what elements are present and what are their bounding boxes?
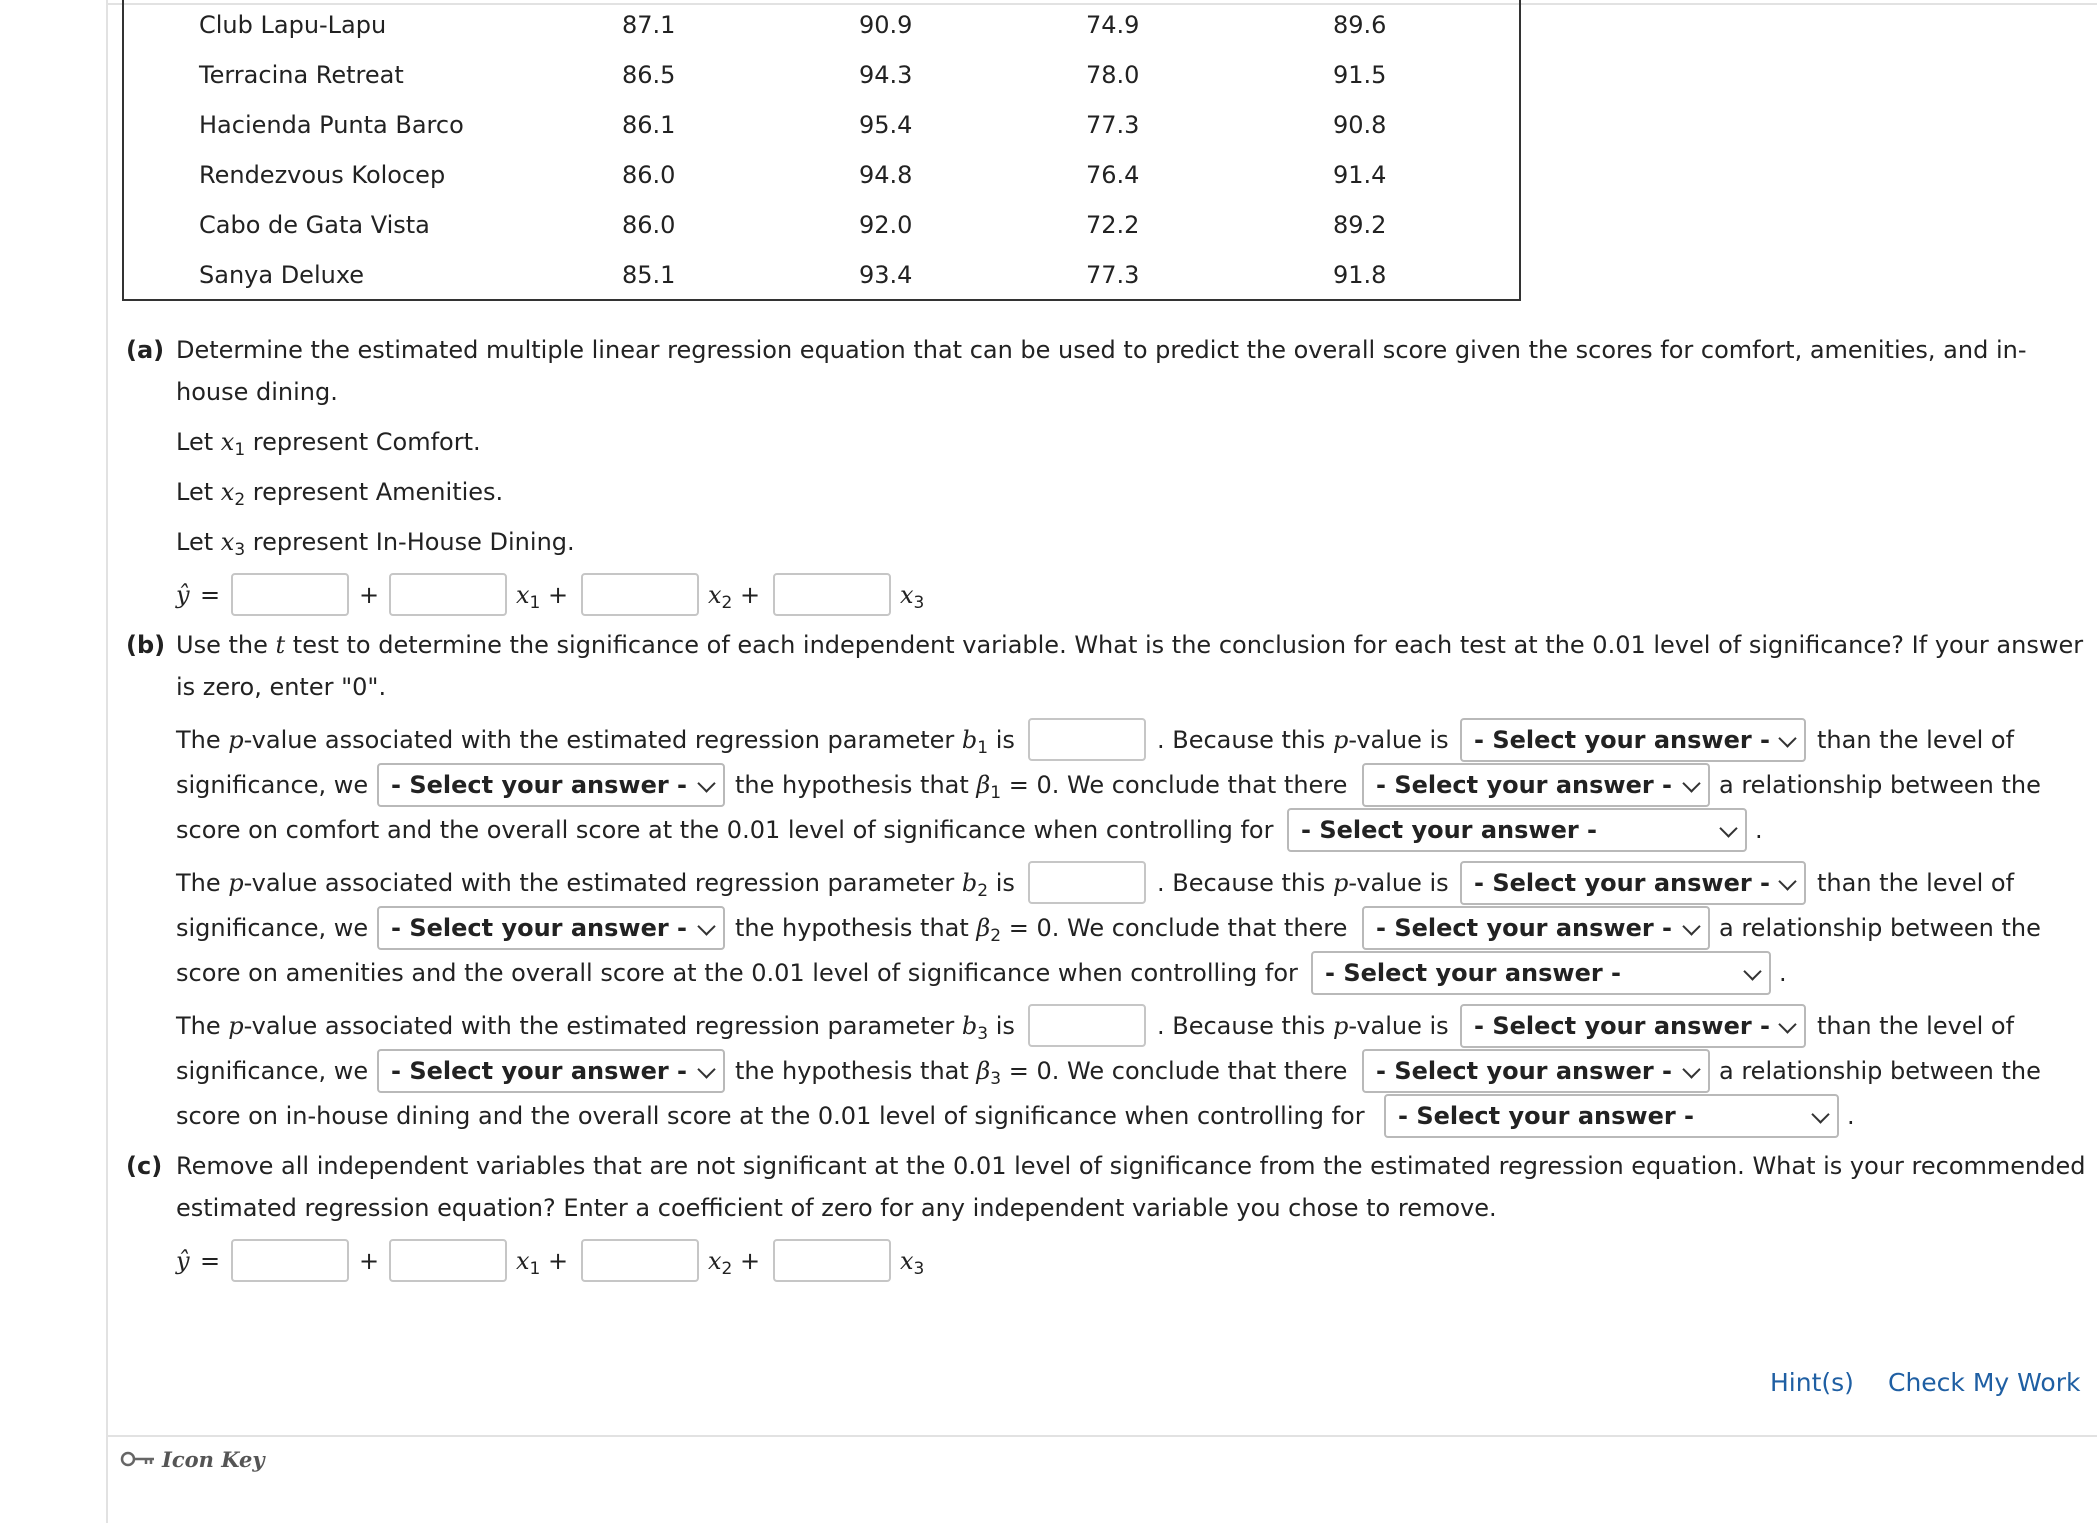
comfort-value: 86.5 [622, 61, 676, 89]
overall-value: 91.8 [1333, 261, 1387, 289]
chevron-down-icon [697, 774, 715, 792]
table-row [124, 150, 1519, 200]
beta-symbol: β [976, 771, 991, 799]
part-a-text-line2: house dining. [176, 378, 338, 406]
chevron-down-icon [1682, 774, 1700, 792]
dining-value: 77.3 [1086, 261, 1140, 289]
hotel-name: Sanya Deluxe [199, 261, 365, 289]
p-letter: p [1332, 869, 1349, 897]
score-dining-text: score on in-house dining and the overall score at the 0.01 level of significance when controlling for [176, 1102, 1365, 1130]
p-letter: p [1332, 726, 1349, 754]
recommended-b2-input[interactable] [581, 1239, 699, 1282]
than-text: than the level of [1817, 869, 2015, 897]
table-row [124, 0, 1519, 50]
intercept-input[interactable] [231, 573, 349, 616]
beta-symbol: β [976, 914, 991, 942]
overall-value: 91.5 [1333, 61, 1387, 89]
x2-definition-text: represent Amenities. [252, 478, 504, 506]
b1-controlling-select[interactable] [1287, 808, 1747, 852]
b2-coefficient-input[interactable] [581, 573, 699, 616]
b1-because-text [1157, 718, 1449, 762]
x2-term [708, 1237, 760, 1288]
chevron-down-icon [1743, 962, 1761, 980]
b2-comparison-select[interactable] [1460, 861, 1806, 905]
subscript: 1 [529, 1259, 541, 1279]
table-row [124, 100, 1519, 150]
text: . Because this [1157, 726, 1326, 754]
b3-coefficient-input[interactable] [773, 573, 891, 616]
b1-conclusion-select[interactable] [1362, 763, 1710, 807]
select-value: - Select your answer - [1376, 771, 1673, 799]
part-a-label: (a) [126, 336, 165, 364]
b1-comparison-select[interactable] [1460, 718, 1806, 762]
comfort-value: 86.0 [622, 211, 676, 239]
b-letter: b [961, 1012, 978, 1040]
amenities-value: 94.3 [859, 61, 913, 89]
text: = 0. We conclude that there [1008, 914, 1348, 942]
p-letter: p [1332, 1012, 1349, 1040]
equals-sign: = [200, 1247, 221, 1275]
p-letter: p [228, 1012, 244, 1040]
dining-value: 74.9 [1086, 11, 1140, 39]
recommended-b1-input[interactable] [389, 1239, 507, 1282]
overall-value: 89.6 [1333, 11, 1387, 39]
subscript: 1 [529, 593, 541, 613]
x3-definition-text: represent In-House Dining. [252, 528, 575, 556]
data-table [122, 0, 1521, 301]
amenities-value: 93.4 [859, 261, 913, 289]
chevron-down-icon [697, 1060, 715, 1078]
x3-term [900, 571, 924, 622]
subscript: 2 [990, 926, 1002, 946]
x-symbol: x [900, 581, 914, 609]
text: -value associated with the estimated regression parameter [243, 869, 955, 897]
b2-conclusion-select[interactable] [1362, 906, 1710, 950]
chevron-down-icon [1811, 1105, 1829, 1123]
hotel-name: Rendezvous Kolocep [199, 161, 446, 189]
amenities-value: 92.0 [859, 211, 913, 239]
part-b-text-post: test to determine the significance of each independent variable. What is the conclusion for each test at the 0.01 level of significance? If your answer [292, 631, 2084, 659]
text: is [995, 1012, 1015, 1040]
b1-hypothesis-text [735, 763, 1347, 810]
x-symbol: x [220, 478, 235, 506]
x-symbol: x [900, 1247, 914, 1275]
x1-definition [176, 426, 481, 461]
relationship-text: a relationship between the [1719, 771, 2041, 799]
yhat-symbol: ŷ [176, 1247, 190, 1275]
x-symbol: x [220, 428, 235, 456]
b3-hypothesis-text [735, 1049, 1347, 1096]
x2-term [708, 571, 760, 622]
part-c-text-line1: Remove all independent variables that are not significant at the 0.01 level of significance from the estimated regression equation. What is your recommended [176, 1152, 2086, 1180]
b2-pvalue-input[interactable] [1028, 861, 1146, 904]
text: -value is [1348, 869, 1449, 897]
select-value: - Select your answer - [1474, 1012, 1771, 1040]
chevron-down-icon [1719, 819, 1737, 837]
dining-value: 72.2 [1086, 211, 1140, 239]
part-c-text-line2: estimated regression equation? Enter a coefficient of zero for any independent variable you chose to remove. [176, 1194, 1497, 1222]
select-value: - Select your answer - [1474, 869, 1771, 897]
b3-because-text [1157, 1004, 1449, 1048]
period: . [1755, 816, 1763, 844]
subscript: 3 [234, 540, 246, 560]
x1-term [516, 571, 568, 622]
text: the hypothesis that [735, 771, 969, 799]
p-letter: p [228, 869, 244, 897]
amenities-value: 94.8 [859, 161, 913, 189]
subscript: 3 [990, 1069, 1002, 1089]
select-value: - Select your answer - [1376, 1057, 1673, 1085]
subscript: 2 [721, 593, 733, 613]
chevron-down-icon [1682, 1060, 1700, 1078]
part-a-text-line1: Determine the estimated multiple linear regression equation that can be used to predict the overall score given the scores for comfort, amenities, and in- [176, 336, 2027, 364]
text: The [176, 1012, 221, 1040]
subscript: 2 [721, 1259, 733, 1279]
chevron-down-icon [1682, 917, 1700, 935]
comfort-value: 85.1 [622, 261, 676, 289]
b2-hypothesis-select[interactable] [377, 906, 725, 950]
table-row [124, 50, 1519, 100]
than-text: than the level of [1817, 1012, 2015, 1040]
plus-sign: + [740, 1247, 761, 1275]
b2-hypothesis-text [735, 906, 1347, 953]
b1-pvalue-input[interactable] [1028, 718, 1146, 761]
chevron-down-icon [1778, 1015, 1796, 1033]
subscript: 3 [913, 1259, 925, 1279]
b3-pvalue-text [176, 1004, 1015, 1051]
x2-definition [176, 476, 503, 511]
x3-term [900, 1237, 924, 1288]
significance-we-text: significance, we [176, 1057, 369, 1085]
x-symbol: x [516, 1247, 530, 1275]
plus-sign: + [359, 581, 380, 609]
equals-sign: = [200, 581, 221, 609]
plus-sign: + [359, 1247, 380, 1275]
b2-pvalue-text [176, 861, 1015, 908]
recommended-b3-input[interactable] [773, 1239, 891, 1282]
text: -value is [1348, 1012, 1449, 1040]
part-b-text-pre: Use the [176, 631, 268, 659]
subscript: 1 [990, 783, 1002, 803]
overall-value: 91.4 [1333, 161, 1387, 189]
p-letter: p [228, 726, 244, 754]
part-b-text-line2: is zero, enter "0". [176, 673, 387, 701]
dining-value: 77.3 [1086, 111, 1140, 139]
period: . [1779, 959, 1787, 987]
amenities-value: 95.4 [859, 111, 913, 139]
b3-comparison-select[interactable] [1460, 1004, 1806, 1048]
footer-divider [108, 1435, 2097, 1437]
amenities-value: 90.9 [859, 11, 913, 39]
select-value: - Select your answer - [391, 914, 688, 942]
part-b-label: (b) [126, 631, 166, 659]
check-my-work-link[interactable]: Check My Work [1888, 1368, 2081, 1397]
subscript: 1 [977, 738, 989, 758]
chevron-down-icon [1778, 872, 1796, 890]
b-letter: b [961, 726, 978, 754]
yhat-symbol: ŷ [176, 581, 190, 609]
x3-definition [176, 526, 575, 561]
x1-definition-text: represent Comfort. [252, 428, 481, 456]
relationship-text: a relationship between the [1719, 1057, 2041, 1085]
b3-conclusion-select[interactable] [1362, 1049, 1710, 1093]
score-comfort-text: score on comfort and the overall score at the 0.01 level of significance when controlling for [176, 816, 1274, 844]
let-word: Let [176, 428, 214, 456]
comfort-value: 86.1 [622, 111, 676, 139]
subscript: 2 [234, 490, 246, 510]
b1-coefficient-input[interactable] [389, 573, 507, 616]
hint-link[interactable]: Hint(s) [1770, 1368, 1854, 1397]
chevron-down-icon [697, 917, 715, 935]
score-amenities-text: score on amenities and the overall score at the 0.01 level of significance when controlling for [176, 959, 1298, 987]
hotel-name: Club Lapu-Lapu [199, 11, 387, 39]
b3-pvalue-input[interactable] [1028, 1004, 1146, 1047]
beta-symbol: β [976, 1057, 991, 1085]
dining-value: 76.4 [1086, 161, 1140, 189]
part-b-text-line1 [176, 629, 2083, 661]
subscript: 2 [977, 881, 989, 901]
x-symbol: x [220, 528, 235, 556]
text: the hypothesis that [735, 1057, 969, 1085]
let-word: Let [176, 478, 214, 506]
text: The [176, 869, 221, 897]
text: -value is [1348, 726, 1449, 754]
select-value: - Select your answer - [1474, 726, 1771, 754]
select-value: - Select your answer - [391, 1057, 688, 1085]
table-row [124, 200, 1519, 250]
t-letter: t [275, 631, 286, 659]
overall-value: 90.8 [1333, 111, 1387, 139]
b2-controlling-select[interactable] [1311, 951, 1771, 995]
significance-we-text: significance, we [176, 914, 369, 942]
text: the hypothesis that [735, 914, 969, 942]
icon-key-link[interactable] [120, 1443, 265, 1477]
x-symbol: x [708, 581, 722, 609]
subscript: 3 [913, 593, 925, 613]
period: . [1847, 1102, 1855, 1130]
plus-sign: + [548, 1247, 569, 1275]
hotel-name: Cabo de Gata Vista [199, 211, 430, 239]
b1-pvalue-text [176, 718, 1015, 765]
subscript: 1 [234, 440, 246, 460]
hotel-name: Terracina Retreat [199, 61, 404, 89]
text: is [995, 726, 1015, 754]
b-letter: b [961, 869, 978, 897]
dining-value: 78.0 [1086, 61, 1140, 89]
x-symbol: x [516, 581, 530, 609]
part-c-label: (c) [126, 1152, 163, 1180]
text: = 0. We conclude that there [1008, 771, 1348, 799]
select-value: - Select your answer - [1398, 1102, 1695, 1130]
hotel-name: Hacienda Punta Barco [199, 111, 464, 139]
b2-because-text [1157, 861, 1449, 905]
text: The [176, 726, 221, 754]
text: = 0. We conclude that there [1008, 1057, 1348, 1085]
left-border [106, 0, 108, 1523]
x1-term [516, 1237, 568, 1288]
comfort-value: 87.1 [622, 11, 676, 39]
relationship-text: a relationship between the [1719, 914, 2041, 942]
recommended-intercept-input[interactable] [231, 1239, 349, 1282]
comfort-value: 86.0 [622, 161, 676, 189]
select-value: - Select your answer - [1376, 914, 1673, 942]
b3-hypothesis-select[interactable] [377, 1049, 725, 1093]
chevron-down-icon [1778, 729, 1796, 747]
text: -value associated with the estimated regression parameter [243, 1012, 955, 1040]
select-value: - Select your answer - [1325, 959, 1622, 987]
text: -value associated with the estimated regression parameter [243, 726, 955, 754]
select-value: - Select your answer - [391, 771, 688, 799]
icon-key-label: Icon Key [162, 1447, 265, 1472]
plus-sign: + [548, 581, 569, 609]
significance-we-text: significance, we [176, 771, 369, 799]
select-value: - Select your answer - [1301, 816, 1598, 844]
overall-value: 89.2 [1333, 211, 1387, 239]
b3-controlling-select[interactable] [1384, 1094, 1839, 1138]
text: . Because this [1157, 869, 1326, 897]
than-text: than the level of [1817, 726, 2015, 754]
key-icon [120, 1445, 156, 1479]
subscript: 3 [977, 1024, 989, 1044]
text: is [995, 869, 1015, 897]
b1-hypothesis-select[interactable] [377, 763, 725, 807]
let-word: Let [176, 528, 214, 556]
table-row [124, 250, 1519, 300]
x-symbol: x [708, 1247, 722, 1275]
plus-sign: + [740, 581, 761, 609]
text: . Because this [1157, 1012, 1326, 1040]
